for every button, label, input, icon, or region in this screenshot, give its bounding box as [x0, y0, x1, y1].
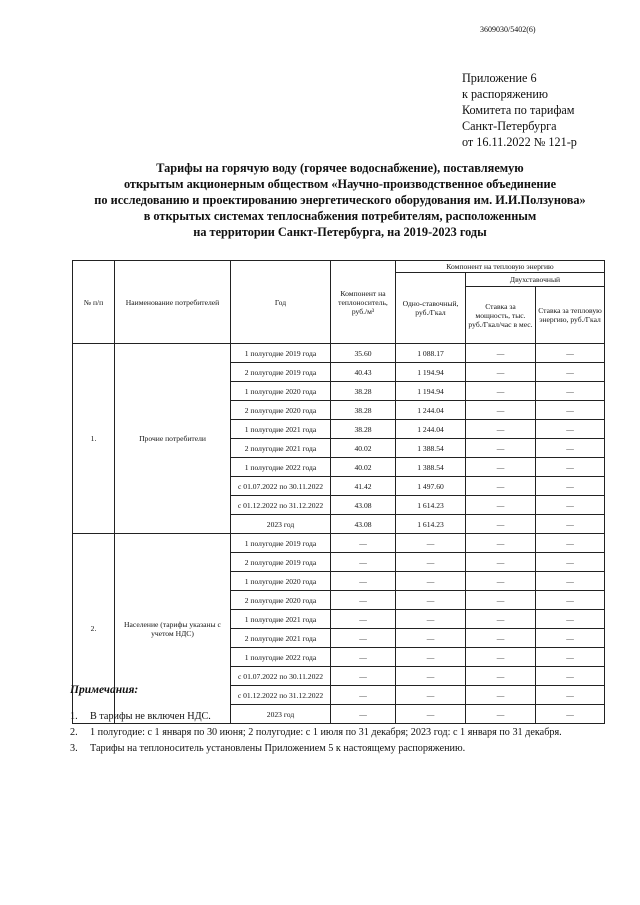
energy-rate-cell: — [536, 458, 605, 477]
single-rate-cell: — [396, 705, 466, 724]
period-cell: 1 полугодие 2020 года [231, 382, 331, 401]
energy-rate-cell: — [536, 477, 605, 496]
header-capacity: Ставка за мощность, тыс. руб./Гкал/час в мес. [466, 287, 536, 344]
title-line: на территории Санкт-Петербурга, на 2019-2023 годы [193, 225, 487, 239]
carrier-cell: 41.42 [331, 477, 396, 496]
capacity-cell: — [466, 363, 536, 382]
note-number: 2. [70, 727, 78, 738]
capacity-cell: — [466, 344, 536, 363]
note-text: В тарифы не включен НДС. [90, 711, 211, 722]
carrier-cell: 43.08 [331, 515, 396, 534]
single-rate-cell: — [396, 572, 466, 591]
period-cell: 2 полугодие 2021 года [231, 439, 331, 458]
energy-rate-cell: — [536, 363, 605, 382]
header-single-rate: Одно-ставочный, руб./Гкал [396, 273, 466, 344]
title-line: Тарифы на горячую воду (горячее водоснабжение), поставляемую [156, 161, 524, 175]
period-cell: 2 полугодие 2021 года [231, 629, 331, 648]
period-cell: с 01.12.2022 по 31.12.2022 [231, 496, 331, 515]
header-num: № п/п [73, 261, 115, 344]
period-cell: с 01.07.2022 по 30.11.2022 [231, 477, 331, 496]
single-rate-cell: 1 388.54 [396, 458, 466, 477]
capacity-cell: — [466, 496, 536, 515]
carrier-cell: 38.28 [331, 401, 396, 420]
capacity-cell: — [466, 610, 536, 629]
period-cell: 1 полугодие 2022 года [231, 458, 331, 477]
period-cell: с 01.12.2022 по 31.12.2022 [231, 686, 331, 705]
note-item [70, 741, 562, 757]
title-line: в открытых системах теплоснабжения потребителям, расположенным [143, 209, 537, 223]
carrier-cell: — [331, 591, 396, 610]
capacity-cell: — [466, 686, 536, 705]
carrier-cell: — [331, 572, 396, 591]
table-row [73, 534, 605, 553]
single-rate-cell: — [396, 686, 466, 705]
note-number: 3. [70, 743, 78, 754]
header-energy-rate: Ставка за тепловую энергию, руб./Гкал [536, 287, 605, 344]
carrier-cell: — [331, 553, 396, 572]
capacity-cell: — [466, 458, 536, 477]
tariff-table [72, 260, 605, 724]
document-title [70, 160, 610, 240]
single-rate-cell: 1 088.17 [396, 344, 466, 363]
energy-rate-cell: — [536, 591, 605, 610]
single-rate-cell: 1 244.04 [396, 401, 466, 420]
period-cell: 1 полугодие 2019 года [231, 344, 331, 363]
energy-rate-cell: — [536, 648, 605, 667]
header-energy: Компонент на тепловую энергию [396, 261, 605, 273]
carrier-cell: — [331, 629, 396, 648]
capacity-cell: — [466, 420, 536, 439]
carrier-cell: — [331, 667, 396, 686]
capacity-cell: — [466, 705, 536, 724]
capacity-cell: — [466, 553, 536, 572]
carrier-cell: — [331, 648, 396, 667]
appendix-line: Комитета по тарифам [462, 103, 575, 117]
row-number-cell: 2. [73, 534, 115, 724]
period-cell: 2 полугодие 2020 года [231, 591, 331, 610]
energy-rate-cell: — [536, 629, 605, 648]
period-cell: 1 полугодие 2021 года [231, 610, 331, 629]
appendix-line: от 16.11.2022 № 121-р [462, 135, 577, 149]
note-item [70, 709, 562, 725]
single-rate-cell: 1 614.23 [396, 496, 466, 515]
carrier-cell: 35.60 [331, 344, 396, 363]
note-number: 1. [70, 711, 78, 722]
energy-rate-cell: — [536, 401, 605, 420]
carrier-cell: 38.28 [331, 382, 396, 401]
energy-rate-cell: — [536, 572, 605, 591]
single-rate-cell: 1 388.54 [396, 439, 466, 458]
period-cell: 2023 год [231, 515, 331, 534]
document-number: 3609030/5402(6) [480, 25, 536, 34]
single-rate-cell: 1 614.23 [396, 515, 466, 534]
note-text: Тарифы на теплоноситель установлены Приложением 5 к настоящему распоряжению. [90, 743, 466, 754]
capacity-cell: — [466, 515, 536, 534]
title-line: по исследованию и проектированию энергетического оборудования им. И.И.Ползунова» [94, 193, 586, 207]
period-cell: 1 полугодие 2022 года [231, 648, 331, 667]
single-rate-cell: — [396, 610, 466, 629]
energy-rate-cell: — [536, 496, 605, 515]
energy-rate-cell: — [536, 610, 605, 629]
capacity-cell: — [466, 534, 536, 553]
single-rate-cell: — [396, 667, 466, 686]
capacity-cell: — [466, 572, 536, 591]
energy-rate-cell: — [536, 705, 605, 724]
energy-rate-cell: — [536, 382, 605, 401]
notes-list [70, 709, 562, 757]
energy-rate-cell: — [536, 515, 605, 534]
capacity-cell: — [466, 629, 536, 648]
carrier-cell: 43.08 [331, 496, 396, 515]
note-text: 1 полугодие: с 1 января по 30 июня; 2 полугодие: с 1 июля по 31 декабря; 2023 год: с 1 января по 31 декабря. [90, 727, 562, 738]
carrier-cell: — [331, 705, 396, 724]
single-rate-cell: — [396, 553, 466, 572]
capacity-cell: — [466, 439, 536, 458]
period-cell: 2 полугодие 2020 года [231, 401, 331, 420]
capacity-cell: — [466, 667, 536, 686]
period-cell: 1 полугодие 2021 года [231, 420, 331, 439]
single-rate-cell: — [396, 629, 466, 648]
energy-rate-cell: — [536, 439, 605, 458]
table-body [73, 344, 605, 724]
appendix-line: Приложение 6 [462, 71, 537, 85]
appendix-line: к распоряжению [462, 87, 549, 101]
appendix-block [462, 70, 577, 150]
header-carrier: Компонент на теплоноситель, руб./м³ [331, 261, 396, 344]
capacity-cell: — [466, 401, 536, 420]
capacity-cell: — [466, 591, 536, 610]
energy-rate-cell: — [536, 534, 605, 553]
period-cell: 2 полугодие 2019 года [231, 363, 331, 382]
carrier-cell: 40.43 [331, 363, 396, 382]
capacity-cell: — [466, 648, 536, 667]
single-rate-cell: — [396, 648, 466, 667]
period-cell: 1 полугодие 2019 года [231, 534, 331, 553]
appendix-line: Санкт-Петербурга [462, 119, 557, 133]
single-rate-cell: 1 244.04 [396, 420, 466, 439]
single-rate-cell: 1 194.94 [396, 363, 466, 382]
carrier-cell: — [331, 686, 396, 705]
energy-rate-cell: — [536, 553, 605, 572]
carrier-cell: — [331, 534, 396, 553]
period-cell: 1 полугодие 2020 года [231, 572, 331, 591]
carrier-cell: 40.02 [331, 439, 396, 458]
notes-title: Примечания: [70, 684, 139, 696]
row-number-cell: 1. [73, 344, 115, 534]
single-rate-cell: — [396, 591, 466, 610]
period-cell: 2023 год [231, 705, 331, 724]
energy-rate-cell: — [536, 686, 605, 705]
carrier-cell: 40.02 [331, 458, 396, 477]
title-line: открытым акционерным обществом «Научно-производственное объединение [123, 177, 557, 191]
carrier-cell: — [331, 610, 396, 629]
capacity-cell: — [466, 477, 536, 496]
header-name: Наименование потребителей [115, 261, 231, 344]
header-two-rate: Двухставочный [466, 273, 605, 287]
period-cell: 2 полугодие 2019 года [231, 553, 331, 572]
capacity-cell: — [466, 382, 536, 401]
consumer-name-cell: Прочие потребители [115, 344, 231, 534]
energy-rate-cell: — [536, 420, 605, 439]
header-year: Год [231, 261, 331, 344]
single-rate-cell: — [396, 534, 466, 553]
note-item [70, 725, 562, 741]
consumer-name-cell: Население (тарифы указаны с учетом НДС) [115, 534, 231, 724]
single-rate-cell: 1 497.60 [396, 477, 466, 496]
energy-rate-cell: — [536, 667, 605, 686]
energy-rate-cell: — [536, 344, 605, 363]
period-cell: с 01.07.2022 по 30.11.2022 [231, 667, 331, 686]
table-row [73, 344, 605, 363]
single-rate-cell: 1 194.94 [396, 382, 466, 401]
carrier-cell: 38.28 [331, 420, 396, 439]
